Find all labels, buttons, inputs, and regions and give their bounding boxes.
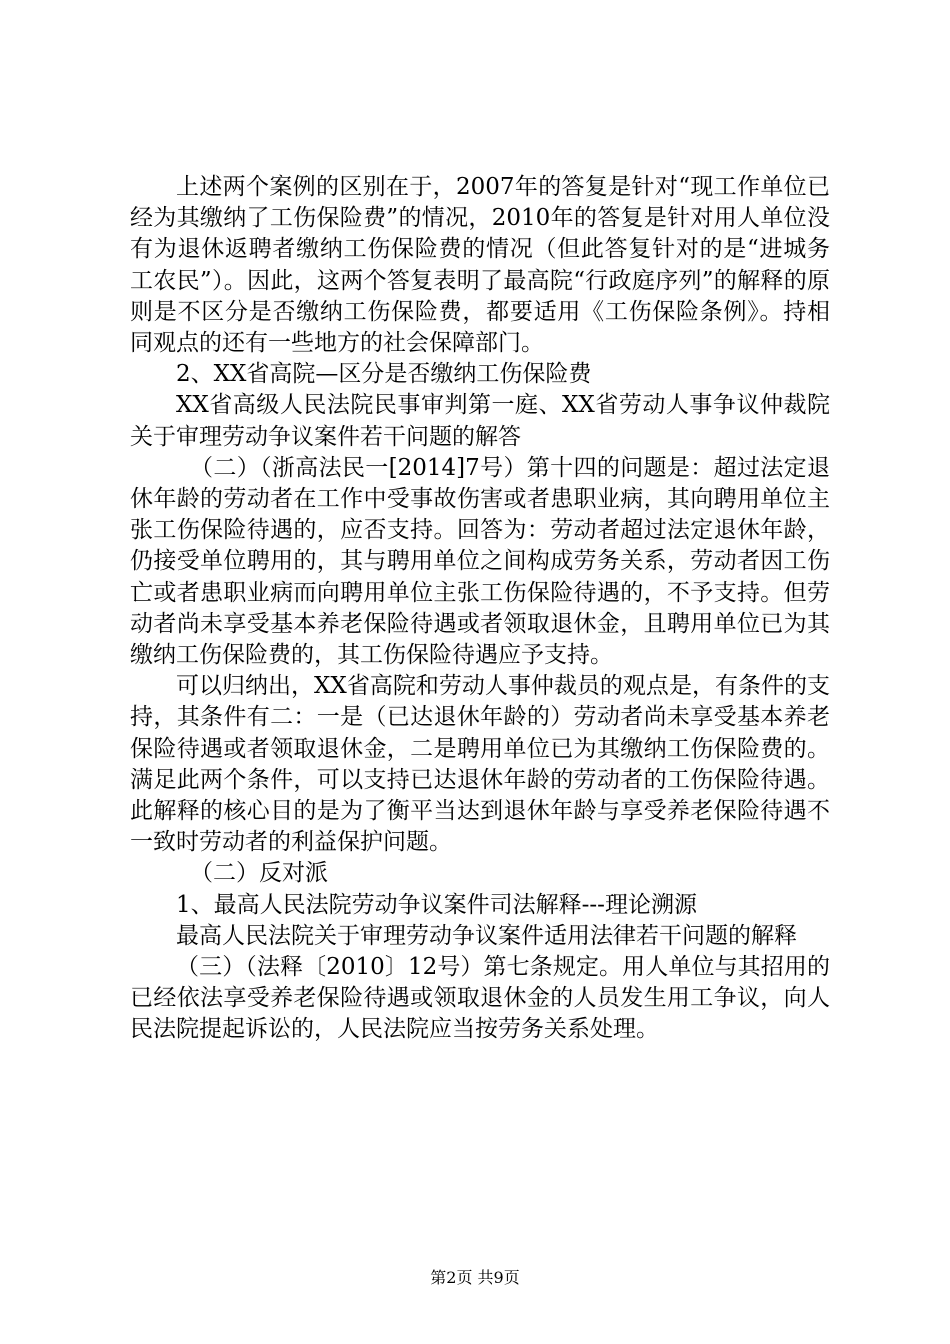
paragraph-heading-opposition: （二）反对派: [190, 860, 328, 887]
paragraph-heading-supreme-court: 1、最高人民法院劳动争议案件司法解释---理论溯源: [176, 891, 697, 918]
paragraph-case-comparison: 上述两个案例的区别在于，2007年的答复是针对“现工作单位已经为其缴纳了工伤保险费”的情况，2010年的答复是针对用人单位没有为退休返聘者缴纳工伤保险费的情况（但此答复针对的是“进城务工农民”）。因此，这两个答复表明了最高院“行政庭序列”的解释的原则是不区分是否缴纳工伤保险费，都要适用《工伤保险条例》。持相同观点的还有一些地方的社会保障部门。: [130, 174, 830, 357]
paragraph-document-title: XX省高级人民法院民事审判第一庭、XX省劳动人事争议仲裁院关于审理劳动争议案件若干问题的解答: [130, 392, 830, 450]
paragraph-interpretation-title: 最高人民法院关于审理劳动争议案件适用法律若干问题的解释: [176, 922, 797, 949]
paragraph-heading-xx-high-court: 2、XX省高院—区分是否缴纳工伤保险费: [176, 361, 592, 388]
document-body: [130, 172, 830, 1046]
page-footer: 第2页 共9页: [430, 1268, 520, 1287]
paragraph-summary: 可以归纳出，XX省高院和劳动人事仲裁员的观点是，有条件的支持，其条件有二：一是（已达退休年龄的）劳动者尚未享受基本养老保险待遇或者领取退休金，二是聘用单位已为其缴纳工伤保险费的。满足此两个条件，可以支持已达退休年龄的劳动者的工伤保险待遇。此解释的核心目的是为了衡平当达到退休年龄与享受养老保险待遇不一致时劳动者的利益保护问题。: [130, 673, 830, 856]
paragraph-article-14: （二）（浙高法民一[2014]7号）第十四的问题是：超过法定退休年龄的劳动者在工作中受事故伤害或者患职业病，其向聘用单位主张工伤保险待遇的，应否支持。回答为：劳动者超过法定退休年龄，仍接受单位聘用的，其与聘用单位之间构成劳务关系，劳动者因工伤亡或者患职业病而向聘用单位主张工伤保险待遇的，不予支持。但劳动者尚未享受基本养老保险待遇或者领取退休金，且聘用单位已为其缴纳工伤保险费的，其工伤保险待遇应予支持。: [130, 454, 830, 669]
paragraph-article-7: （三）（法释〔2010〕12号）第七条规定。用人单位与其招用的已经依法享受养老保险待遇或领取退休金的人员发生用工争议，向人民法院提起诉讼的，人民法院应当按劳务关系处理。: [130, 954, 830, 1043]
